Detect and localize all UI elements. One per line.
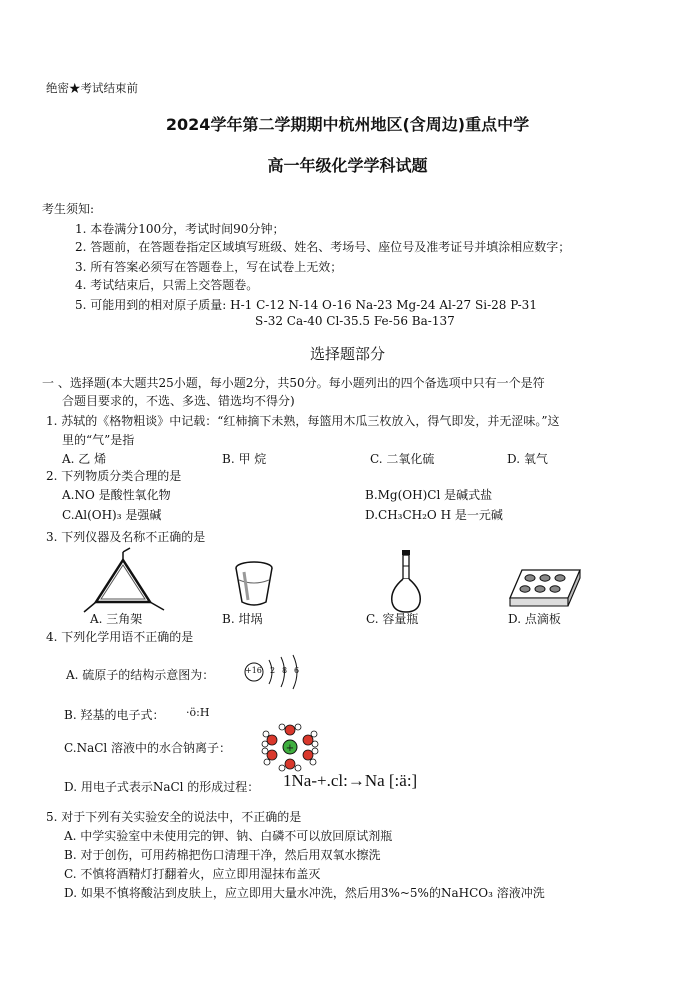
hydrated-sodium-ion-diagram — [262, 724, 318, 772]
atomic-masses-line2: S-32 Ca-40 Cl-35.5 Fe-56 Ba-137 — [255, 314, 455, 328]
atom-shell-1: 2 — [270, 666, 276, 675]
tripod-illustration — [78, 552, 168, 614]
q4-stem: 4. 下列化学用语不正确的是 — [46, 630, 194, 644]
q4-option-a: A. 硫原子的结构示意图为： — [66, 668, 215, 682]
q4-option-d: D. 用电子式表示NaCl 的形成过程： — [64, 780, 260, 794]
exam-title: 2024学年第二学期期中杭州地区(含周边)重点中学 — [165, 115, 530, 134]
exam-subtitle: 高一年级化学学科试题 — [267, 156, 428, 175]
atom-shell-2: 8 — [282, 666, 288, 675]
q4-option-c: C.NaCl 溶液中的水合钠离子： — [64, 741, 232, 755]
q1-option-c: C. 二氧化硫 — [370, 452, 435, 466]
q2-option-c: C.Al(OH)₃ 是强碱 — [62, 508, 162, 522]
section-intro-line1: 一 、选择题(本大题共25小题，每小题2分，共50分。每小题列出的四个备选项中只有一个是符 — [42, 376, 545, 390]
q5-option-b: B. 对于创伤，可用药棉把伤口清理干净，然后用双氧水擦洗 — [64, 848, 381, 862]
q3-option-a: A. 三角架 — [90, 612, 143, 626]
q2-option-d: D.CH₃CH₂O H 是一元碱 — [365, 508, 503, 522]
notice-item-2: 2. 答题前，在答题卷指定区域填写班级、姓名、考场号、座位号及准考证号并填涂相应数字； — [75, 240, 571, 254]
q1-option-d: D. 氧气 — [507, 452, 548, 466]
q3-option-c: C. 容量瓶 — [366, 612, 419, 626]
hydroxyl-electron-formula: ·ö:H — [186, 706, 210, 719]
notice-item-4: 4. 考试结束后，只需上交答题卷。 — [75, 278, 259, 292]
atom-nucleus-label: +16 — [245, 666, 262, 675]
q2-option-a: A.NO 是酸性氧化物 — [62, 488, 171, 502]
q1-stem-line1: 1. 苏轼的《格物粗谈》中记载：“红柿摘下未熟，每篮用木瓜三枚放入，得气即发，并无涩味。”这 — [46, 414, 560, 428]
q1-option-a: A. 乙 烯 — [62, 452, 107, 466]
notice-item-5: 5. 可能用到的相对原子质量: H-1 C-12 N-14 O-16 Na-23 Mg-24 Al-27 Si-28 P-31 — [75, 298, 537, 312]
secret-label: 绝密★考试结束前 — [46, 81, 138, 95]
notice-item-3: 3. 所有答案必须写在答题卷上，写在试卷上无效； — [75, 260, 343, 274]
q3-stem: 3. 下列仪器及名称不正确的是 — [46, 530, 206, 544]
q3-option-b: B. 坩埚 — [222, 612, 263, 626]
section-title: 选择题部分 — [309, 345, 385, 363]
q1-option-b: B. 甲 烷 — [222, 452, 267, 466]
notice-item-1: 1. 本卷满分100分，考试时间90分钟； — [75, 222, 285, 236]
crucible-illustration — [232, 560, 276, 608]
volumetric-flask-illustration — [388, 550, 424, 614]
q5-option-d: D. 如果不慎将酸沾到皮肤上，应立即用大量水冲洗，然后用3%~5%的NaHCO₃ 溶液冲洗 — [64, 886, 545, 900]
notice-heading: 考生须知: — [42, 202, 95, 216]
q4-option-b: B. 羟基的电子式： — [64, 708, 165, 722]
q2-option-b: B.Mg(OH)Cl 是碱式盐 — [365, 488, 493, 502]
q3-option-d: D. 点滴板 — [508, 612, 561, 626]
q5-stem: 5. 对于下列有关实验安全的说法中，不正确的是 — [46, 810, 302, 824]
svg-text:+: + — [285, 743, 295, 754]
atom-shell-3: 6 — [294, 666, 300, 675]
q2-stem: 2. 下列物质分类合理的是 — [46, 469, 182, 483]
section-intro-line2: 合题目要求的，不选、多选、错选均不得分) — [62, 394, 295, 408]
spot-plate-illustration — [508, 568, 582, 612]
q1-stem-line2: 里的“气”是指 — [62, 433, 135, 447]
q5-option-a: A. 中学实验室中未使用完的钾、钠、白磷不可以放回原试剂瓶 — [64, 829, 393, 843]
q5-option-c: C. 不慎将酒精灯打翻着火，应立即用湿抹布盖灭 — [64, 867, 321, 881]
nacl-formation-formula: 1Na-+.cl:→Na [:ä:] — [283, 771, 418, 790]
